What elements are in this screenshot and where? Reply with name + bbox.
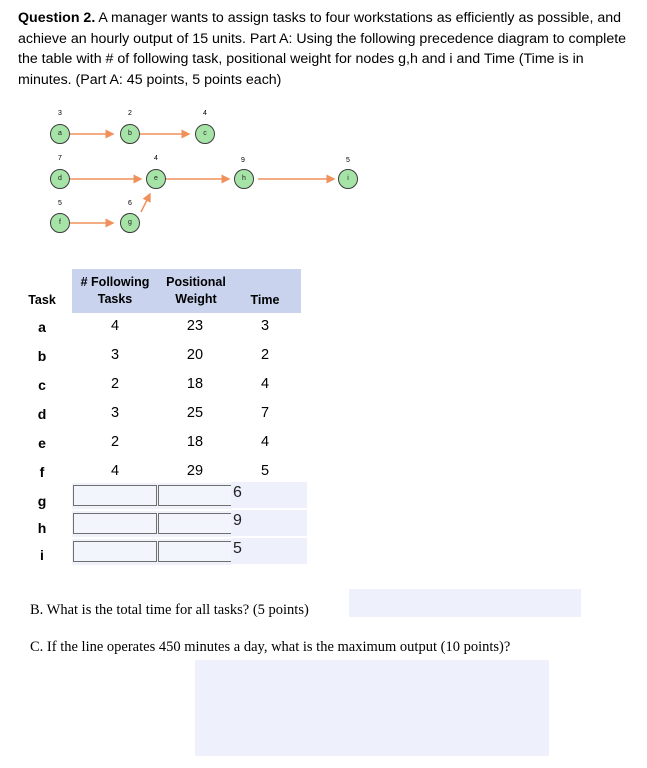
- time-value-g: 6: [233, 484, 242, 501]
- following-input-h[interactable]: [73, 513, 157, 534]
- task-cell: h: [37, 520, 47, 536]
- task-cell: b: [37, 348, 47, 364]
- question-text: [18, 8, 638, 90]
- header-following-line1: # Following: [80, 275, 150, 289]
- time-input-i[interactable]: [231, 538, 307, 564]
- weight-cell: 23: [186, 318, 204, 334]
- weight-i: 5: [346, 157, 350, 164]
- question-label: Question 2.: [18, 10, 96, 26]
- task-cell: a: [38, 319, 46, 335]
- time-cell: 5: [260, 463, 270, 479]
- header-task: Task: [28, 293, 56, 307]
- following-cell: 4: [110, 463, 120, 479]
- following-input-i[interactable]: [73, 541, 157, 562]
- weight-a: 3: [58, 110, 62, 117]
- node-e: e: [146, 169, 166, 189]
- weight-cell: 18: [186, 376, 204, 392]
- time-cell: 7: [260, 405, 270, 421]
- time-input-g[interactable]: [231, 482, 307, 508]
- node-h: h: [234, 169, 254, 189]
- weight-d: 7: [58, 155, 62, 162]
- weight-cell: 25: [186, 405, 204, 421]
- weight-cell: 29: [186, 463, 204, 479]
- part-c-question: C. If the line operates 450 minutes a day, what is the maximum output (10 points)?: [30, 639, 511, 655]
- time-cell: 4: [260, 434, 270, 450]
- task-cell: e: [38, 435, 46, 451]
- weight-f: 5: [58, 200, 62, 207]
- header-following: [72, 274, 158, 308]
- question-body: A manager wants to assign tasks to four workstations as efficiently as possible, and achieve an hourly output of 15 units. Part A: Using the following precedence diagram to complete the table with # of following task, positional weight for nodes g,h and i and Time (Time is in minutes. (Part A: 45 points, 5 points each): [18, 10, 627, 88]
- time-cell: 2: [260, 347, 270, 363]
- task-cell: d: [37, 406, 47, 422]
- weight-cell: 20: [186, 347, 204, 363]
- weight-g: 6: [128, 200, 132, 207]
- node-a: a: [50, 124, 70, 144]
- following-cell: 2: [110, 376, 120, 392]
- following-cell: 3: [110, 347, 120, 363]
- following-cell: 2: [110, 434, 120, 450]
- node-f: f: [50, 213, 70, 233]
- task-cell: g: [37, 493, 47, 509]
- weight-input-g[interactable]: [158, 485, 232, 506]
- header-weight: [158, 274, 234, 308]
- part-b-answer-box[interactable]: [349, 589, 581, 617]
- weight-e: 4: [154, 155, 158, 162]
- node-g: g: [120, 213, 140, 233]
- weight-c: 4: [203, 110, 207, 117]
- following-input-g[interactable]: [73, 485, 157, 506]
- task-cell: i: [40, 547, 44, 563]
- part-c-answer-box[interactable]: [195, 660, 549, 756]
- time-value-i: 5: [233, 540, 242, 557]
- time-cell: 4: [260, 376, 270, 392]
- node-d: d: [50, 169, 70, 189]
- task-cell: c: [38, 377, 46, 393]
- weight-b: 2: [128, 110, 132, 117]
- weight-input-h[interactable]: [158, 513, 232, 534]
- weight-input-i[interactable]: [158, 541, 232, 562]
- time-value-h: 9: [233, 512, 242, 529]
- following-cell: 4: [110, 318, 120, 334]
- header-time: Time: [250, 293, 280, 307]
- node-c: c: [195, 124, 215, 144]
- header-weight-line1: Positional: [166, 275, 226, 289]
- node-b: b: [120, 124, 140, 144]
- edge-g-e: [141, 194, 150, 212]
- weight-h: 9: [241, 157, 245, 164]
- header-weight-line2: Weight: [175, 292, 217, 306]
- node-i: i: [338, 169, 358, 189]
- time-input-h[interactable]: [231, 510, 307, 536]
- header-following-line2: Tasks: [97, 292, 133, 306]
- precedence-diagram: [0, 110, 400, 245]
- following-cell: 3: [110, 405, 120, 421]
- part-b-question: B. What is the total time for all tasks? (5 points): [30, 602, 309, 618]
- time-cell: 3: [260, 318, 270, 334]
- task-cell: f: [39, 464, 45, 480]
- weight-cell: 18: [186, 434, 204, 450]
